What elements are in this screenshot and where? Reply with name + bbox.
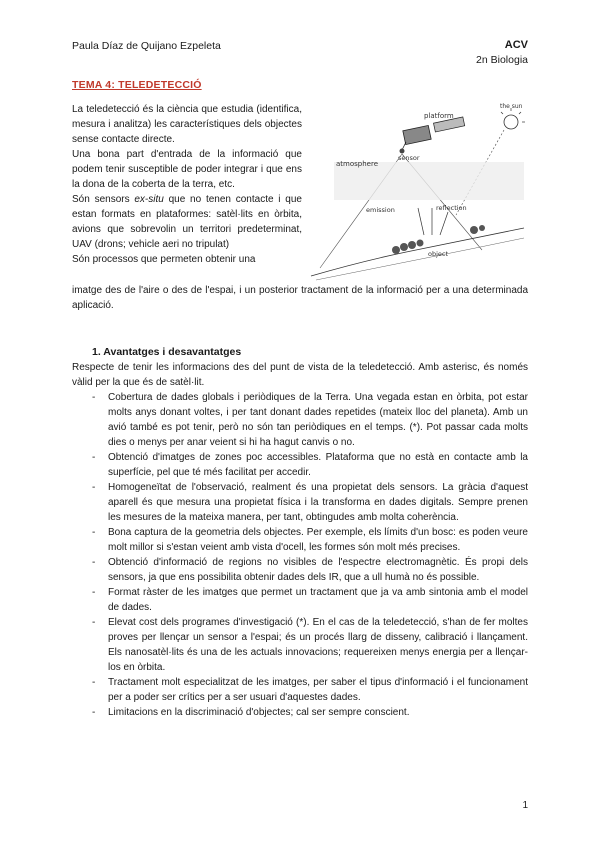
list-item [92,450,528,480]
list-dash: - [92,527,96,538]
bullet-list [92,390,528,720]
list-item [92,615,528,675]
label-atmosphere: atmosphere [336,160,378,168]
course-code: ACV [504,39,528,51]
remote-sensing-diagram [306,100,528,286]
list-item-text: Obtenció d'informació de regions no visibles de l'espectre electromagnètic. És propi dels sensors, ja que ens possibilita obtenir dades dels IR, que a ull humà no és possible. [108,557,528,583]
course-name: 2n Biologia [476,54,528,66]
label-sun: the sun [500,103,523,110]
label-emission: emission [366,206,395,214]
list-dash: - [92,707,96,718]
label-sensor: sensor [398,154,420,162]
label-object: object [428,250,449,258]
list-item-text: Format ràster de les imatges que permet un tractament que ja va amb sintonia amb el model de dades. [108,587,528,613]
list-dash: - [92,587,96,598]
intro-paragraph-4-start: Són processos que permeten obtenir una [72,254,256,265]
list-item [92,525,528,555]
list-item [92,705,528,720]
intro-paragraph-3 [72,192,302,252]
intro-column [72,102,302,267]
page-number: 1 [522,800,528,811]
intro-paragraph-1: La teledetecció és la ciència que estudia (identifica, mesura i analitza) les característiques dels objectes sense contacte directe. [72,104,302,145]
section-intro: Respecte de tenir les informacions des del punt de vista de la teledetecció. Amb asterisc, és només vàlid per la que és de satèl·lit. [72,362,528,388]
intro-p3-emphasis: ex-situ [134,194,164,205]
intro-paragraph-2: Una bona part d'entrada de la informació que podem tenir susceptible de poder integrar i que ens la dona de la coberta de la terra, etc. [72,149,302,190]
list-item-text: Limitacions en la discriminació d'objectes; cal ser sempre conscient. [108,707,410,718]
list-item [92,390,528,450]
label-reflection: reflection [436,204,467,212]
intro-full-width [72,283,528,313]
list-item-text: Tractament molt especialitzat de les imatges, per saber el tipus d'informació i el funcionament per a poder ser crítics per a ser usuari d'aquestes dades. [108,677,528,703]
list-item-text: Homogeneïtat de l'observació, realment és una propietat dels sensors. La gràcia d'aquest aparell és que mesura una propietat física i la transforma en dades digitals. Sempre prenen les mesures de la mateixa manera, per tant, obtingudes amb molta coherència. [108,482,528,523]
list-item [92,585,528,615]
intro-p3-end: que no tenen contacte i que estan formats en plataformes: satèl·lits en òrbita, avions que sobrevolin un territori predeterminat, UAV (drons; vehicle aeri no tripulat) [72,194,302,250]
course-info [476,38,528,68]
sun-icon [501,108,525,129]
list-dash: - [92,452,96,463]
page-title: TEMA 4: TELEDETECCIÓ [72,79,202,91]
list-item-text: Obtenció d'imatges de zones poc accessibles. Plataforma que no està en contacte amb la superfície, pel que té més facilitat per accedir. [108,452,528,478]
list-dash: - [92,482,96,493]
list-item-text: Cobertura de dades globals i periòdiques de la Terra. Una vegada estan en òrbita, pot estar molts anys donant voltes, i per tant donant dades repetides (mateix lloc del planeta). Amb un avió també es pot tenir, però no són tan periòdiques en el temps. (*). Pot passar cada molts dies o menys per anar veient si hi ha hagut canvis o no. [108,392,528,448]
list-dash: - [92,677,96,688]
list-dash: - [92,392,96,403]
author-name: Paula Díaz de Quijano Ezpeleta [72,40,221,52]
label-platform: platform [424,112,454,120]
list-item [92,480,528,525]
list-item [92,555,528,585]
list-item-text: Elevat cost dels programes d'investigació (*). En el cas de la teledetecció, s'han de fer moltes proves per llençar un sensor a l'espai; és un procés llarg de disseny, calibració i llançament. Els nanosatèl·lits és una de les actuals innovacions; requereixen menys energia per a llençar-los en òrbita. [108,617,528,673]
section-heading: 1. Avantatges i desavantatges [92,346,242,358]
list-item [92,675,528,705]
list-dash: - [92,557,96,568]
intro-paragraph-4-end: imatge des de l'aire o des de l'espai, i un posterior tractament de la informació per a una determinada aplicació. [72,285,528,311]
satellite-icon [400,117,465,154]
intro-p3-start: Són sensors [72,194,135,205]
list-dash: - [92,617,96,628]
list-item-text: Bona captura de la geometria dels objectes. Per exemple, els límits d'un bosc: es poden veure molt millor si s'estan veient amb vista d'ocell, les formes són molt més precises. [108,527,528,553]
